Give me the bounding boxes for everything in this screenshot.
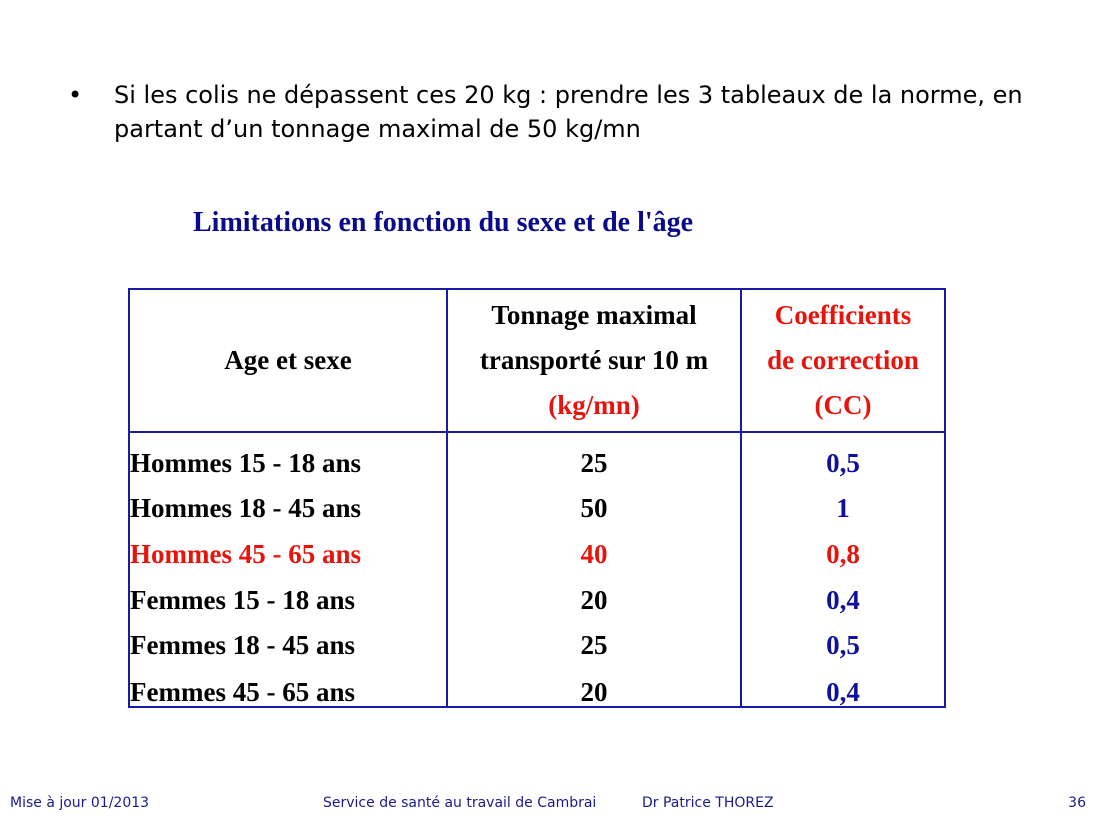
row-tonnage: 20 — [580, 585, 608, 615]
row-tonnage: 25 — [580, 630, 608, 660]
header-age — [130, 290, 446, 431]
header-cc-line1: Coefficients — [774, 300, 912, 330]
table-row — [130, 669, 944, 715]
row-tonnage: 25 — [580, 448, 608, 478]
header-tonnage — [448, 290, 740, 431]
row-tonnage: 50 — [580, 493, 608, 523]
table-row — [130, 440, 944, 486]
header-tonnage-unit: (kg/mn) — [548, 390, 640, 420]
row-tonnage: 40 — [580, 539, 608, 569]
row-cc: 0,4 — [826, 585, 860, 615]
bullet-symbol: • — [68, 81, 83, 109]
footer-date: Mise à jour 01/2013 — [10, 795, 150, 811]
row-cc: 1 — [836, 493, 850, 523]
table-title: Limitations en fonction du sexe et de l'âge — [193, 207, 694, 238]
limitations-table — [128, 288, 946, 708]
header-tonnage-line2: transporté sur 10 m — [479, 345, 709, 375]
bullet-text: Si les colis ne dépassent ces 20 kg : prendre les 3 tableaux de la norme, en partant d’un tonnage maximal de 50 kg/mn — [114, 81, 1023, 143]
header-coefficients — [742, 290, 944, 431]
header-age-label: Age et sexe — [224, 345, 352, 375]
header-divider — [130, 431, 944, 433]
row-age: Hommes 45 - 65 ans — [130, 539, 361, 569]
table-row — [130, 622, 944, 668]
header-cc-line2: de correction — [767, 345, 919, 375]
header-cc-line3: (CC) — [814, 390, 872, 420]
row-tonnage: 20 — [580, 677, 608, 707]
row-cc: 0,5 — [826, 630, 860, 660]
page-number: 36 — [1068, 795, 1086, 811]
table-row — [130, 577, 944, 623]
row-age: Femmes 15 - 18 ans — [130, 585, 355, 615]
row-age: Femmes 18 - 45 ans — [130, 630, 355, 660]
footer-service: Service de santé au travail de Cambrai — [323, 795, 597, 811]
table-row-highlighted — [130, 531, 944, 577]
header-tonnage-line1: Tonnage maximal — [491, 300, 697, 330]
row-age: Hommes 18 - 45 ans — [130, 493, 361, 523]
row-cc: 0,5 — [826, 448, 860, 478]
row-age: Hommes 15 - 18 ans — [130, 448, 361, 478]
footer-author: Dr Patrice THOREZ — [642, 795, 774, 811]
row-cc: 0,8 — [826, 539, 860, 569]
row-cc: 0,4 — [826, 677, 860, 707]
table-row — [130, 485, 944, 531]
row-age: Femmes 45 - 65 ans — [130, 677, 355, 707]
